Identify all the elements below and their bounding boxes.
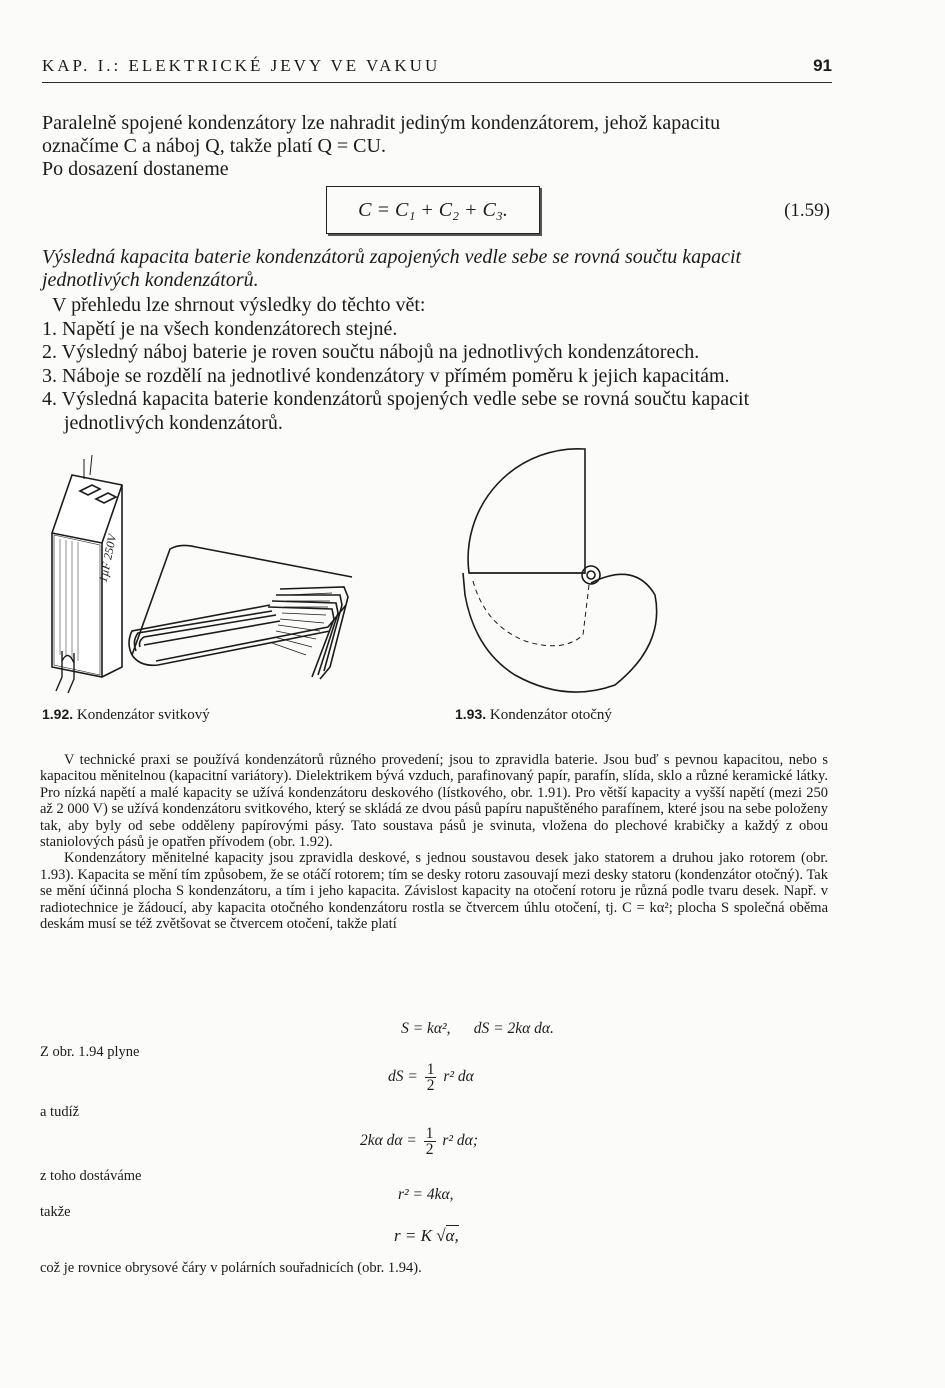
- fig-caption: Kondenzátor svitkový: [76, 707, 210, 723]
- body-paragraph: Kondenzátory měnitelné kapacity jsou zpravidla deskové, s jednou soustavou desek jako statorem a druhou jako rotorem (obr. 1.93). Kapacita se mění tím způsobem, že se otáčí rotorem; tím se desky rotoru zasouvají mezi desky statoru (kondenzátor otočný). Tak se mění účinná plocha S kondenzátoru, a tím i jeho kapacita. Závislost kapacity na otočení rotoru je různá podle tvaru desek. Např. v radiotechnice je žádoucí, aby kapacita otočného kondenzátoru rostla se čtvercem úhlu otočení, tj. C = kα²; plocha S společná oběma deskám musí se též zvětšovat se čtvercem otočení, takže platí: [40, 850, 828, 933]
- equation-2k-alpha: 2kα dα = $\frac{1}{2}$ r² dα;: [360, 1125, 478, 1158]
- intro-paragraph: [42, 112, 832, 181]
- derivation-label: Z obr. 1.94 plyne: [40, 1044, 140, 1060]
- body-text: [40, 752, 828, 932]
- equation-area: S = kα², dS = 2kα dα.: [401, 1020, 554, 1037]
- derivation-label: z toho dostáváme: [40, 1168, 142, 1184]
- equation-r: r = K √α,: [394, 1226, 459, 1245]
- fraction: $\frac{1}{2}$: [425, 1125, 434, 1158]
- derivation-label: takže: [40, 1204, 71, 1220]
- caption-fig-1-92: [42, 706, 210, 724]
- intro-line-1: Paralelně spojené kondenzátory lze nahradit jediným kondenzátorem, jehož kapacitu: [42, 112, 721, 134]
- summary-item: 1. Napětí je na všech kondenzátorech stejné.: [42, 317, 398, 340]
- summary-list: [42, 318, 832, 436]
- fig-number: 1.92.: [42, 706, 74, 722]
- caption-fig-1-93: [455, 706, 612, 724]
- intro-line-3: Po dosazení dostaneme: [42, 158, 229, 180]
- boxed-equation: C = C₁ + C₂ + C₃.: [326, 186, 540, 234]
- running-head: KAP. I.: ELEKTRICKÉ JEVY VE VAKUU: [42, 56, 441, 75]
- body-paragraph: V technické praxi se používá kondenzátorů různého provedení; jsou to zpravidla baterie. Jsou buď s pevnou kapacitou, nebo s kapacitou měnitelnou (kapacitní variátory). Dielektrikem bývá vzduch, parafinovaný papír, parafín, slída, sklo a různé keramické látky. Pro nízká napětí a malé kapacity se užívá kondenzátoru deskového (lístkového, obr. 1.91). Pro větší kapacity a vyšší napětí (mezi 250 až 2 000 V) se užívá kondenzátoru svitkového, který se skládá ze dvou pásů papíru napuštěného parafínem, které jsou na sebe položeny tak, aby byly od sebe odděleny papírovými pásy. Tato soustava pásů je svinuta, vložena do plechové krabičky a každý z obou staniolových pásů je opatřen přívodem (obr. 1.92).: [40, 752, 828, 851]
- figure-rotary-capacitor: [445, 445, 675, 700]
- equation-r-squared: r² = 4kα,: [398, 1186, 454, 1203]
- box-label: 1µF 250V: [95, 533, 120, 584]
- equation-dS: dS = $\frac{1}{2}$ r² dα: [388, 1061, 474, 1094]
- page-number: 91: [813, 56, 832, 75]
- summary-item: 3. Náboje se rozdělí na jednotlivé kondenzátory v přímém poměru k jejich kapacitám.: [42, 364, 730, 387]
- sqrt-sign-icon: √: [436, 1226, 446, 1245]
- intro-line-2: označíme C a náboj Q, takže platí Q = CU.: [42, 135, 386, 157]
- figure-roll-capacitor: [40, 455, 360, 700]
- fig-caption: Kondenzátor otočný: [489, 707, 612, 723]
- summary-item: 2. Výsledný náboj baterie je roven součtu nábojů na jednotlivých kondenzátorech.: [42, 341, 700, 363]
- capacity-statement: Výsledná kapacita baterie kondenzátorů zapojených vedle sebe se rovná součtu kapacit jednotlivých kondenzátorů.: [42, 246, 742, 291]
- summary-section: [42, 294, 832, 435]
- summary-item: 4. Výsledná kapacita baterie kondenzátorů spojených vedle sebe se rovná součtu kapacit jednotlivých kondenzátorů.: [42, 388, 750, 434]
- fraction: $\frac{1}{2}$: [426, 1061, 435, 1094]
- fig-number: 1.93.: [455, 706, 487, 722]
- equation-number: (1.59): [784, 200, 830, 221]
- derivation-label: a tudíž: [40, 1104, 80, 1120]
- summary-intro: V přehledu lze shrnout výsledky do těchto vět:: [52, 294, 426, 316]
- running-header: [42, 56, 832, 83]
- closing-sentence: což je rovnice obrysové čáry v polárních souřadnicích (obr. 1.94).: [40, 1260, 422, 1276]
